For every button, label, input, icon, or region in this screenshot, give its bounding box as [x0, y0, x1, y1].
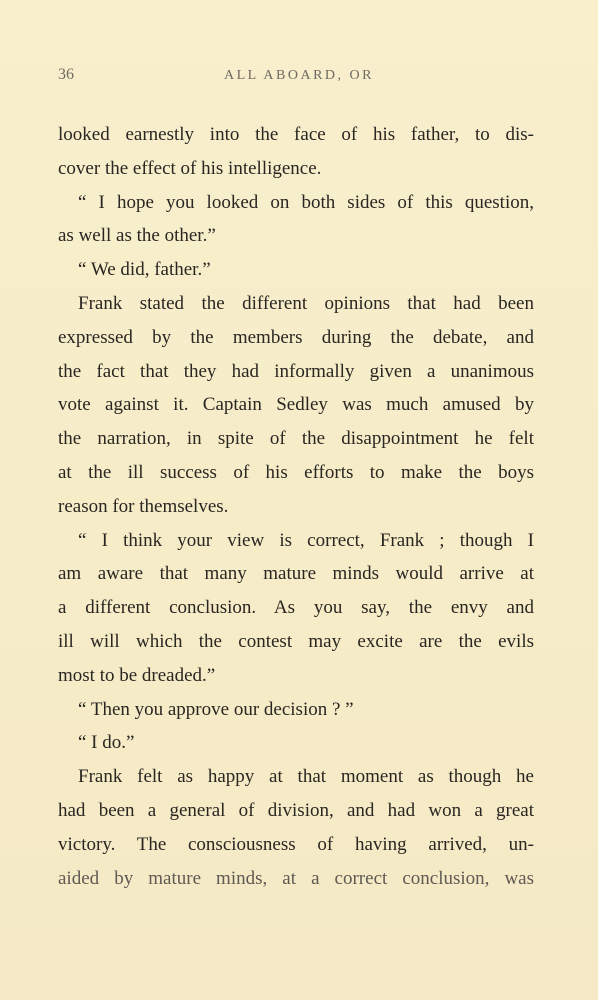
- text-line: a different conclusion. As you say, the envy and: [58, 597, 534, 619]
- text-line: had been a general of division, and had won a great: [58, 799, 534, 821]
- text-line: “ I think your view is correct, Frank ; though I: [78, 529, 534, 551]
- text-line: “ I do.”: [78, 732, 135, 754]
- running-title: ALL ABOARD, OR: [224, 68, 374, 83]
- text-line: the narration, in spite of the disappointment he felt: [58, 428, 534, 450]
- text-line: ill will which the contest may excite are the evils: [58, 630, 534, 652]
- text-line: aided by mature minds, at a correct conclusion, was: [58, 867, 534, 889]
- text-line: victory. The consciousness of having arrived, un-: [58, 833, 534, 855]
- text-line: the fact that they had informally given a unanimous: [58, 360, 534, 382]
- body-text: [58, 118, 534, 895]
- page-number: 36: [58, 66, 74, 83]
- text-line: looked earnestly into the face of his father, to dis-: [58, 124, 534, 145]
- text-line: “ Then you approve our decision ? ”: [78, 698, 354, 720]
- text-line: at the ill success of his efforts to make the boys: [58, 461, 534, 483]
- text-line: cover the effect of his intelligence.: [58, 157, 322, 179]
- text-line: vote against it. Captain Sedley was much amused by: [58, 394, 534, 416]
- text-line: “ I hope you looked on both sides of this question,: [78, 191, 534, 213]
- text-line: expressed by the members during the debate, and: [58, 326, 534, 348]
- text-line: reason for themselves.: [58, 495, 229, 517]
- text-line: most to be dreaded.”: [58, 664, 216, 686]
- text-line: as well as the other.”: [58, 225, 216, 247]
- text-line: Frank stated the different opinions that had been: [78, 292, 534, 314]
- text-line: “ We did, father.”: [78, 259, 211, 281]
- running-head: [58, 66, 540, 90]
- text-line: Frank felt as happy at that moment as though he: [78, 766, 534, 788]
- text-line: am aware that many mature minds would arrive at: [58, 563, 534, 585]
